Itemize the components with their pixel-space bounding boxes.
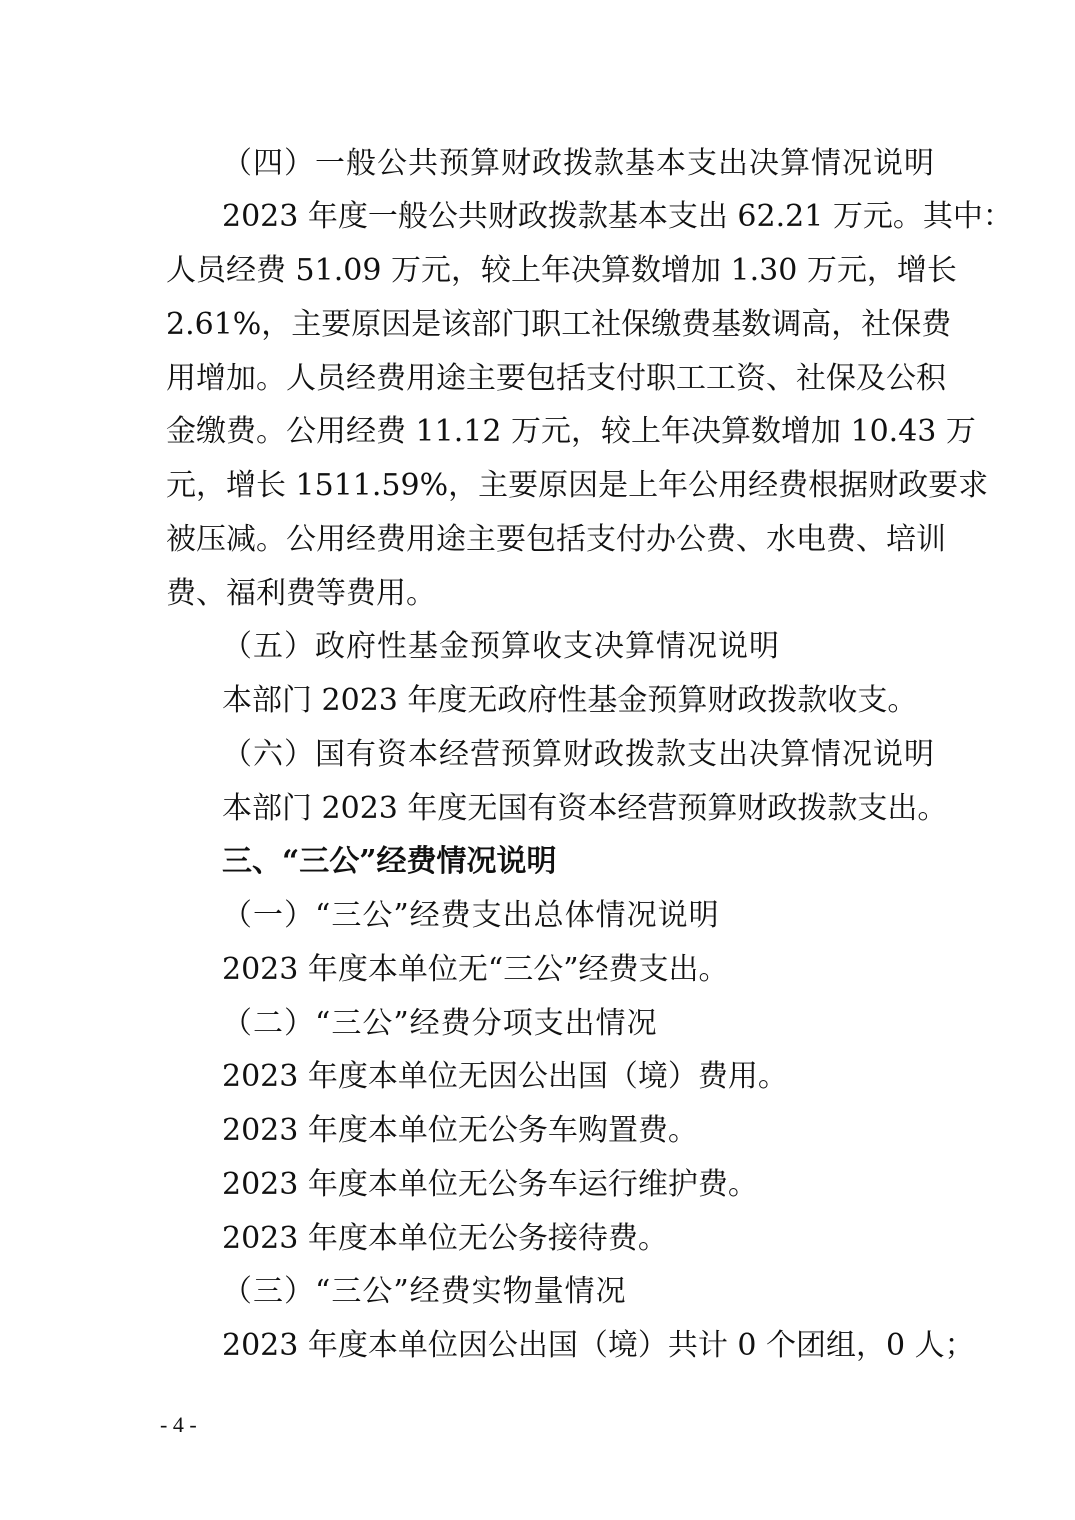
section-4-paragraph-line: 费、福利费等费用。 [166,576,436,611]
section-4-paragraph-line: 金缴费。公用经费 11.12 万元，较上年决算数增加 10.43 万 [166,414,976,449]
page-number: - 4 - [160,1412,197,1437]
part-3-2-line: 2023 年度本单位无公务车购置费。 [222,1113,698,1148]
part-3-2-line: 2023 年度本单位无因公出国（境）费用。 [222,1059,788,1094]
section-5-heading: （五）政府性基金预算收支决算情况说明 [222,629,780,664]
part-3-2-line: 2023 年度本单位无公务车运行维护费。 [222,1167,758,1202]
part-3-3-heading: （三）“三公”经费实物量情况 [222,1274,627,1309]
section-4-paragraph-line: 用增加。人员经费用途主要包括支付职工工资、社保及公积 [166,361,946,396]
section-6-heading: （六）国有资本经营预算财政拨款支出决算情况说明 [222,737,935,772]
section-5-text: 本部门 2023 年度无政府性基金预算财政拨款收支。 [222,683,918,718]
part-3-heading: 三、“三公”经费情况说明 [222,844,557,879]
part-3-3-text: 2023 年度本单位因公出国（境）共计 0 个团组，0 人； [222,1328,975,1363]
section-4-paragraph-line: 被压减。公用经费用途主要包括支付办公费、水电费、培训 [166,522,946,557]
part-3-2-heading: （二）“三公”经费分项支出情况 [222,1006,658,1041]
part-3-1-text: 2023 年度本单位无“三公”经费支出。 [222,952,729,987]
section-4-paragraph-line: 2023 年度一般公共财政拨款基本支出 62.21 万元。其中： [222,199,1013,234]
section-4-heading: （四）一般公共预算财政拨款基本支出决算情况说明 [222,146,935,181]
section-6-text: 本部门 2023 年度无国有资本经营预算财政拨款支出。 [222,791,948,826]
part-3-2-line: 2023 年度本单位无公务接待费。 [222,1221,668,1256]
section-4-paragraph-line: 元，增长 1511.59%，主要原因是上年公用经费根据财政要求 [166,468,989,503]
part-3-1-heading: （一）“三公”经费支出总体情况说明 [222,898,720,933]
section-4-paragraph-line: 人员经费 51.09 万元，较上年决算数增加 1.30 万元，增长 [166,253,957,288]
section-4-paragraph-line: 2.61%，主要原因是该部门职工社保缴费基数调高，社保费 [166,307,952,342]
